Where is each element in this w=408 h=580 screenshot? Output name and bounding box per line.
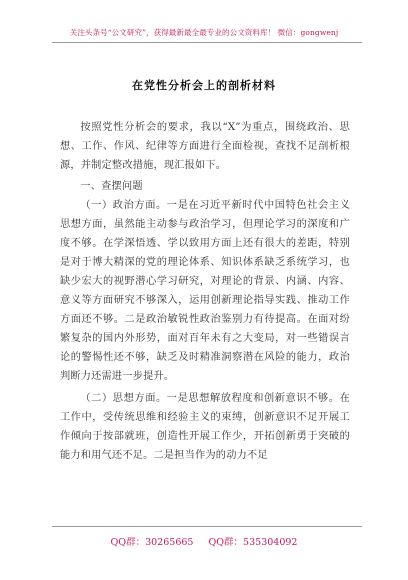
header-banner: 关注头条号“公文研究”，获得最新最全最专业的公文资料库！ 微信：gongwenj [69, 28, 339, 37]
section-heading: 一、查摆问题 [80, 181, 143, 192]
qq-group-first: QQ群：30265665 [110, 537, 194, 548]
header-divider [52, 42, 362, 43]
document-body [60, 118, 350, 465]
thought-paragraph: （二）思想方面。一是思想解放程度和创新意识不够。在工作中，受传统思维和经验主义的束缚，创新意识不足开展工作倾向于按部就班，创造性开展工作少，开拓创新勇于突破的能力和用气还不足。二是担当作为的动力不足 [60, 393, 350, 461]
footer-divider [52, 526, 362, 527]
footer-contact [0, 534, 408, 548]
intro-paragraph: 按照党性分析会的要求，我以“X”为重点，围绕政治、思想、工作、作风、纪律等方面进行全面检视，查找不足剖析根源，并制定整改措施，现汇报如下。 [60, 122, 350, 171]
political-paragraph: （一）政治方面。一是在习近平新时代中国特色社会主义思想方面，虽然能主动参与政治学习，但理论学习的深度和广度不够。在学深悟透、学以致用方面上还有很大的差距，特别是对于博大精深的党的理论体系、知识体系缺乏系统学习，也缺少宏大的视野潜心学习研究，对理论的背景、内涵、内容、意义等方面研究不够深入，运用创新理论指导实践、推动工作方面还不够。二是政治敏锐性政治鉴别力有待提高。在面对纷繁复杂的国内外形势，面对百年未有之大变局，对一些错误言论的警惕性还不够，缺乏及时精准洞察潜在风险的能力，政治判断力还需进一步提升。 [60, 200, 350, 382]
document-title: 在党性分析会上的剖析材料 [132, 79, 276, 92]
qq-group-second: QQ群：535304092 [208, 537, 298, 548]
